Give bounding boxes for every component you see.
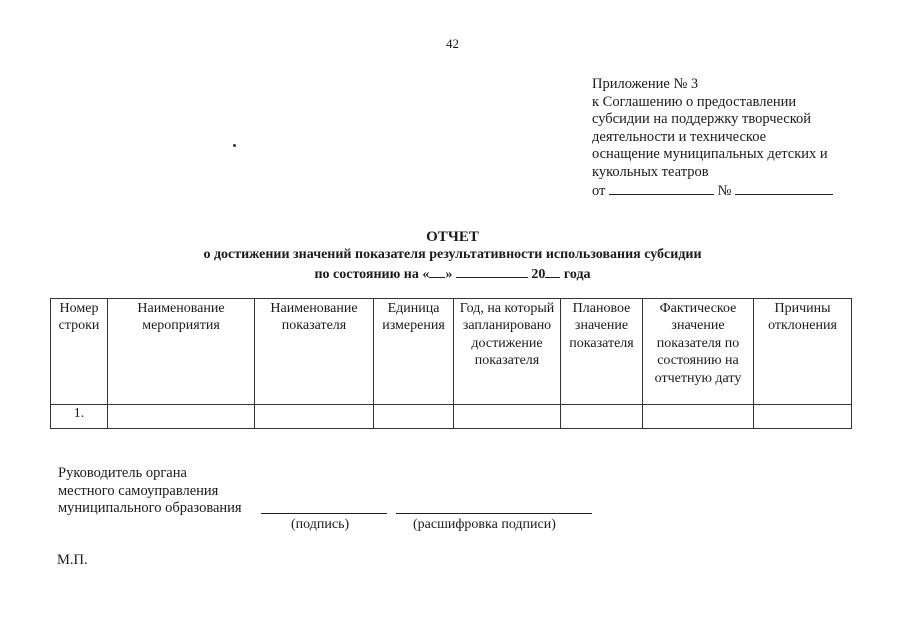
signature-caption: (подпись)	[291, 517, 350, 532]
date-prefix: от	[592, 182, 606, 199]
appendix-line: кукольных театров	[592, 163, 709, 180]
header-cell: Плановое значение показателя	[561, 299, 643, 405]
year-blank	[545, 265, 560, 278]
appendix-line: субсидии на поддержку творческой	[592, 111, 812, 128]
appendix-block	[592, 76, 892, 200]
scan-mark	[233, 144, 236, 147]
header-cell: Наименование показателя	[255, 299, 374, 405]
status-prefix: по состоянию на «	[314, 267, 430, 282]
day-blank	[429, 265, 445, 278]
report-title: ОТЧЕТ	[426, 229, 479, 245]
page-number: 42	[446, 36, 459, 51]
table-cell	[643, 405, 754, 429]
agreement-date-line	[592, 182, 892, 201]
header-cell: Фактическое значение показателя по состоянию на отчетную дату	[643, 299, 754, 405]
appendix-line: Приложение № 3	[592, 76, 699, 92]
appendix-line: к Соглашению о предоставлении	[592, 93, 797, 110]
appendix-line: оснащение муниципальных детских и	[592, 146, 828, 163]
table-cell	[374, 405, 454, 429]
number-blank	[735, 182, 833, 195]
signature-line: местного самоуправления	[58, 482, 219, 499]
signature-decoding-blank	[396, 513, 592, 514]
header-cell: Причины отклонения	[754, 299, 852, 405]
table-row	[51, 405, 852, 429]
table-cell	[561, 405, 643, 429]
signature-decoding-caption: (расшифровка подписи)	[413, 517, 556, 532]
report-subtitle: о достижении значений показателя результативности использования субсидии	[203, 247, 702, 262]
table-cell	[108, 405, 255, 429]
report-table	[50, 298, 852, 429]
header-cell: Год, на который запланировано достижение показателя	[454, 299, 561, 405]
table-cell: 1.	[51, 405, 108, 429]
stamp-place: М.П.	[57, 552, 88, 568]
date-blank	[609, 182, 714, 195]
month-blank	[456, 265, 528, 278]
number-sign: №	[717, 182, 732, 199]
table-header-row	[51, 299, 852, 405]
signature-block	[58, 465, 242, 518]
year-suffix: года	[563, 267, 591, 282]
signature-line: Руководитель органа	[58, 465, 187, 481]
status-mid: »	[445, 267, 453, 282]
table-cell	[454, 405, 561, 429]
appendix-line: деятельности и техническое	[592, 128, 767, 145]
year-prefix: 20	[531, 267, 546, 282]
header-cell: Единица измерения	[374, 299, 454, 405]
table-cell	[754, 405, 852, 429]
signature-blank	[261, 513, 387, 514]
header-cell: Номер строки	[51, 299, 108, 405]
header-cell: Наименование мероприятия	[108, 299, 255, 405]
report-status-line	[0, 265, 905, 283]
table-cell	[255, 405, 374, 429]
signature-line: муниципального образования	[58, 500, 242, 517]
